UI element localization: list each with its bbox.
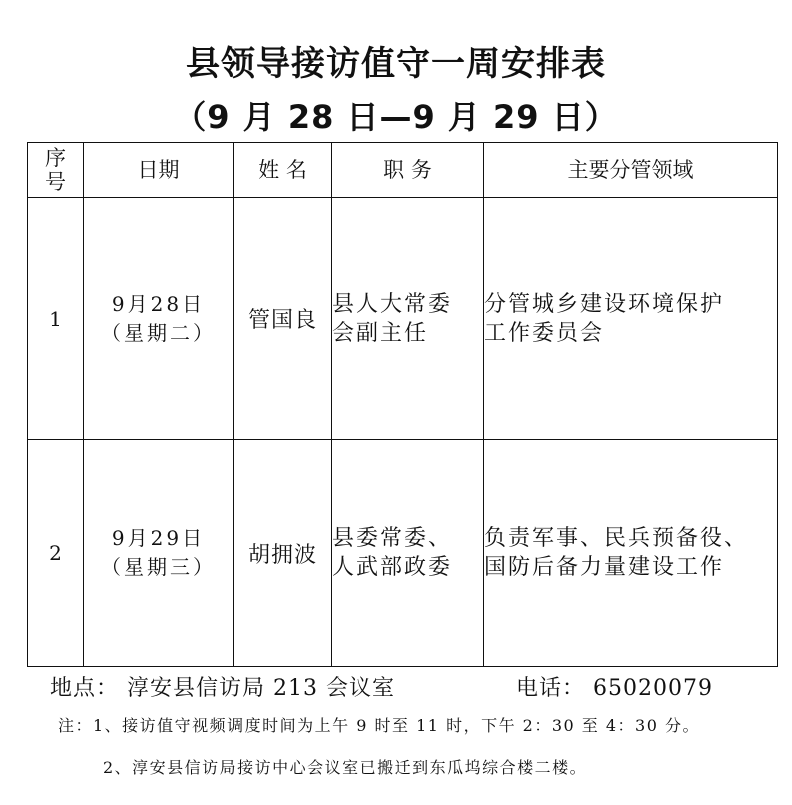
header-seq-line2: 号 [45, 170, 66, 194]
header-seq-line1: 序 [45, 146, 66, 170]
cell-area-line2: 工作委员会 [484, 320, 605, 346]
cell-seq: 1 [28, 198, 84, 440]
table-row [28, 198, 778, 440]
schedule-table [27, 142, 778, 667]
cell-date-line2: （星期三） [101, 555, 216, 579]
cell-area-line2: 国防后备力量建设工作 [484, 555, 725, 580]
phone-text: 电话： 65020079 [516, 676, 713, 701]
header-date: 日期 [84, 143, 234, 198]
cell-title-line2: 人武部政委 [332, 555, 453, 580]
cell-title [332, 198, 484, 440]
cell-area [484, 440, 778, 667]
cell-name: 胡拥波 [234, 440, 332, 667]
cell-title-line1: 县委常委、 [332, 526, 453, 551]
cell-seq: 2 [28, 440, 84, 667]
header-title: 职 务 [332, 143, 484, 198]
cell-area [484, 198, 778, 440]
note-2: 2、淳安县信访局接访中心会议室已搬迁到东瓜坞综合楼二楼。 [103, 758, 588, 777]
cell-date-line1: 9月28日 [111, 291, 206, 316]
table-header-row [28, 143, 778, 198]
page-title: 县领导接访值守一周安排表 [186, 44, 606, 84]
cell-area-line1: 分管城乡建设环境保护 [484, 291, 725, 317]
cell-date-line1: 9月29日 [111, 526, 206, 550]
header-area: 主要分管领域 [484, 143, 778, 198]
cell-date [84, 198, 234, 440]
page-subtitle: （9 月 28 日—9 月 29 日） [174, 98, 618, 136]
header-name: 姓 名 [234, 143, 332, 198]
cell-date [84, 440, 234, 667]
cell-date-line2: （星期二） [101, 320, 216, 345]
cell-title-line1: 县人大常委 [332, 291, 453, 317]
table-row [28, 440, 778, 667]
location-text: 地点： 淳安县信访局 213 会议室 [50, 676, 395, 701]
header-seq [28, 143, 84, 198]
cell-title [332, 440, 484, 667]
cell-name: 管国良 [234, 198, 332, 440]
cell-area-line1: 负责军事、民兵预备役、 [484, 526, 749, 551]
note-1: 注：1、接访值守视频调度时间为上午 9 时至 11 时，下午 2：30 至 4：30 分。 [58, 716, 700, 735]
cell-title-line2: 会副主任 [332, 320, 429, 346]
